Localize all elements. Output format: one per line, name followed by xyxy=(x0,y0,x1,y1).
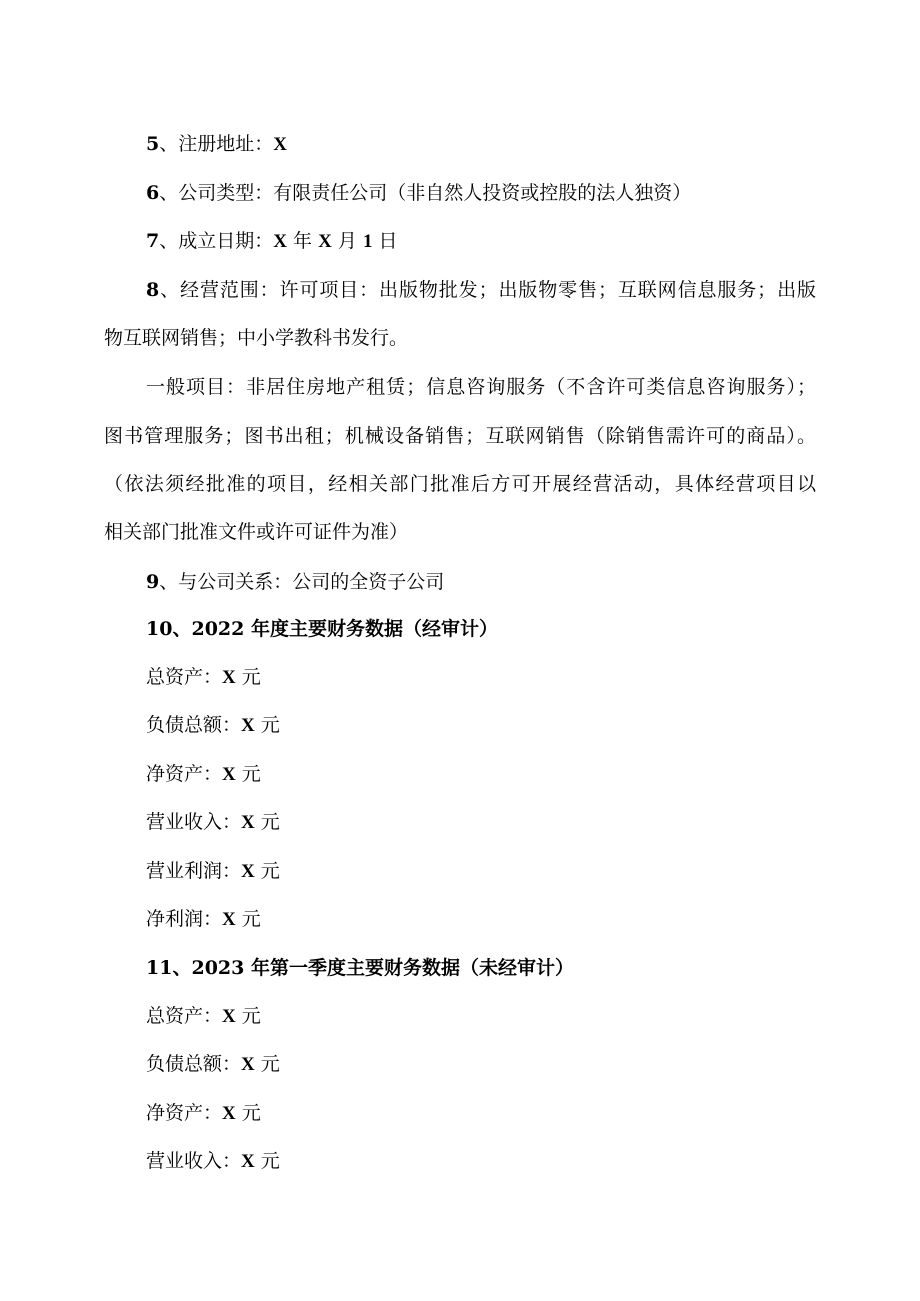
item-separator: 、 xyxy=(159,571,179,593)
item-separator: 、 xyxy=(159,182,179,204)
heading-number: 11 xyxy=(146,957,173,979)
financial-value: X xyxy=(241,1054,255,1075)
general-items-text: （依法须经批准的项目，经相关部门批准后方可开展经营活动，具体经营项目以 xyxy=(104,473,816,495)
heading-year: 2022 xyxy=(191,618,245,640)
item-value: X xyxy=(273,134,287,155)
general-items-text: 相关部门批准文件或许可证件为准） xyxy=(104,521,409,543)
financial-value: X xyxy=(241,715,255,736)
section-2023q1-heading xyxy=(146,956,574,980)
financial-value: X xyxy=(222,909,236,930)
financial-row xyxy=(146,713,280,738)
item-established-date xyxy=(146,229,398,254)
item-value: 公司的全资子公司 xyxy=(292,571,445,593)
item-registered-address xyxy=(146,132,287,157)
general-items-text: 图书管理服务；图书出租；机械设备销售；互联网销售（除销售需许可的商品）。 xyxy=(104,425,816,447)
financial-label: 营业收入： xyxy=(146,1150,242,1172)
heading-text: 年度主要财务数据（经审计） xyxy=(250,618,498,640)
financial-value: X xyxy=(222,1006,236,1027)
financial-unit: 元 xyxy=(260,714,280,736)
date-year-value: X xyxy=(273,231,287,252)
financial-label: 净资产： xyxy=(146,763,223,785)
date-month-value: X xyxy=(318,231,332,252)
item-number: 7 xyxy=(146,230,160,252)
business-scope-text: 物互联网销售；中小学教科书发行。 xyxy=(104,327,409,349)
financial-row xyxy=(146,1052,280,1077)
financial-row xyxy=(146,810,280,835)
business-scope-text: 经营范围：许可项目：出版物批发；出版物零售；互联网信息服务；出版 xyxy=(180,279,816,301)
financial-row xyxy=(146,1004,261,1029)
financial-label: 净利润： xyxy=(146,908,223,930)
date-year-label: 年 xyxy=(293,230,313,252)
financial-unit: 元 xyxy=(241,1102,261,1124)
financial-label: 净资产： xyxy=(146,1102,223,1124)
financial-value: X xyxy=(241,861,255,882)
financial-label: 营业利润： xyxy=(146,860,242,882)
item-separator: 、 xyxy=(159,133,179,155)
financial-row xyxy=(146,907,261,932)
financial-row xyxy=(146,1149,280,1174)
financial-unit: 元 xyxy=(260,1150,280,1172)
item-number: 6 xyxy=(146,182,160,204)
financial-row xyxy=(146,1101,261,1126)
item-business-scope-line2 xyxy=(104,326,408,350)
financial-unit: 元 xyxy=(241,666,261,688)
date-month-label: 月 xyxy=(337,230,357,252)
general-items-text: 一般项目：非居住房地产租赁；信息咨询服务（不含许可类信息咨询服务）； xyxy=(146,376,816,398)
financial-label: 负债总额： xyxy=(146,1053,242,1075)
financial-label: 负债总额： xyxy=(146,714,242,736)
financial-unit: 元 xyxy=(260,860,280,882)
date-day-label: 日 xyxy=(378,230,398,252)
financial-value: X xyxy=(241,812,255,833)
financial-value: X xyxy=(241,1151,255,1172)
financial-unit: 元 xyxy=(241,908,261,930)
financial-unit: 元 xyxy=(260,811,280,833)
item-business-scope-line1 xyxy=(146,278,816,302)
item-number: 9 xyxy=(146,571,160,593)
financial-unit: 元 xyxy=(260,1053,280,1075)
section-2022-heading xyxy=(146,617,498,641)
heading-separator: 、 xyxy=(172,618,192,640)
date-day-value: 1 xyxy=(362,231,373,252)
item-number: 8 xyxy=(146,279,160,301)
item-label: 注册地址： xyxy=(178,133,274,155)
heading-number: 10 xyxy=(146,618,173,640)
financial-unit: 元 xyxy=(241,763,261,785)
general-items-line2 xyxy=(104,424,816,448)
financial-label: 总资产： xyxy=(146,1005,223,1027)
general-items-line4 xyxy=(104,520,408,544)
heading-separator: 、 xyxy=(172,957,192,979)
financial-value: X xyxy=(222,764,236,785)
item-company-type xyxy=(146,181,691,205)
financial-unit: 元 xyxy=(241,1005,261,1027)
item-number: 5 xyxy=(146,133,160,155)
item-separator: 、 xyxy=(159,230,179,252)
item-relationship xyxy=(146,570,444,594)
item-label: 成立日期： xyxy=(178,230,274,252)
financial-label: 总资产： xyxy=(146,666,223,688)
financial-value: X xyxy=(222,667,236,688)
item-separator: 、 xyxy=(159,279,181,301)
financial-row xyxy=(146,762,261,787)
item-label: 与公司关系： xyxy=(178,571,293,593)
general-items-line3 xyxy=(104,472,816,496)
financial-value: X xyxy=(222,1103,236,1124)
financial-label: 营业收入： xyxy=(146,811,242,833)
heading-year: 2023 xyxy=(191,957,245,979)
financial-row xyxy=(146,665,261,690)
financial-row xyxy=(146,859,280,884)
heading-text: 年第一季度主要财务数据（未经审计） xyxy=(250,957,574,979)
item-label: 公司类型： xyxy=(178,182,274,204)
general-items-line1 xyxy=(146,375,816,399)
item-value: 有限责任公司（非自然人投资或控股的法人独资） xyxy=(273,182,692,204)
